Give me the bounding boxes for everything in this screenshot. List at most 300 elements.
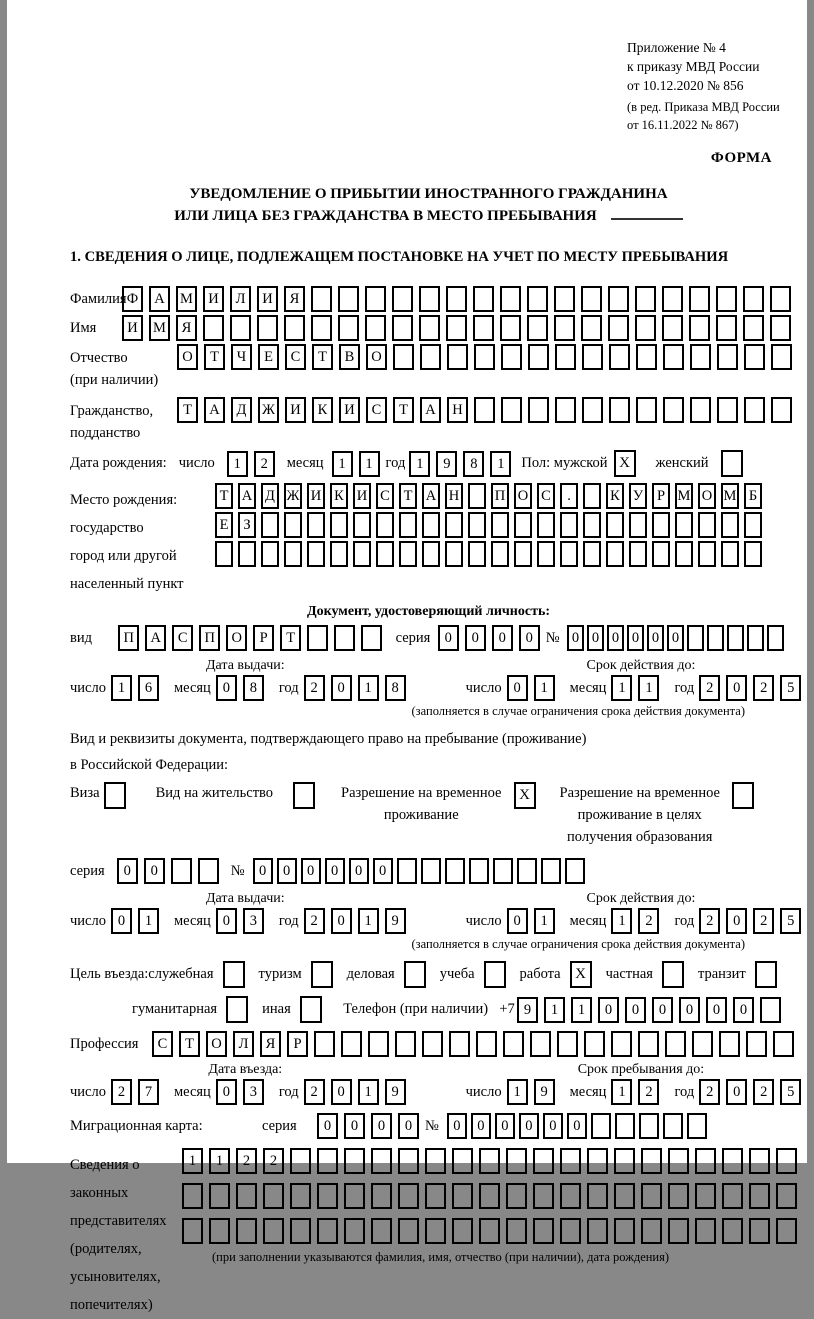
char-cell[interactable]: 0 — [733, 997, 754, 1023]
char-cell[interactable] — [636, 397, 657, 423]
char-cell[interactable]: О — [514, 483, 532, 509]
char-cell[interactable]: 0 — [567, 1113, 587, 1139]
char-cell[interactable]: 8 — [385, 675, 406, 701]
char-cell[interactable]: 0 — [301, 858, 321, 884]
char-cell[interactable] — [330, 512, 348, 538]
char-cell[interactable]: 1 — [358, 1079, 379, 1105]
char-cell[interactable]: П — [199, 625, 220, 651]
purpose-checkbox-business[interactable] — [404, 961, 426, 988]
char-cell[interactable] — [307, 625, 328, 651]
char-cell[interactable] — [311, 286, 332, 312]
char-cell[interactable] — [473, 315, 494, 341]
char-cell[interactable] — [209, 1183, 230, 1209]
char-cell[interactable]: 8 — [463, 451, 484, 477]
char-cell[interactable] — [317, 1218, 338, 1244]
char-cell[interactable]: С — [152, 1031, 173, 1057]
char-cell[interactable] — [722, 1148, 743, 1174]
char-cell[interactable]: 2 — [304, 908, 325, 934]
char-cell[interactable]: 1 — [611, 675, 632, 701]
char-cell[interactable]: Т — [177, 397, 198, 423]
char-cell[interactable]: 0 — [726, 1079, 747, 1105]
char-cell[interactable] — [334, 625, 355, 651]
char-cell[interactable] — [581, 286, 602, 312]
char-cell[interactable] — [743, 315, 764, 341]
char-cell[interactable] — [419, 286, 440, 312]
char-cell[interactable] — [479, 1148, 500, 1174]
char-cell[interactable]: И — [285, 397, 306, 423]
char-cell[interactable]: 9 — [385, 908, 406, 934]
char-cell[interactable] — [419, 315, 440, 341]
char-cell[interactable]: 0 — [216, 1079, 237, 1105]
char-cell[interactable] — [776, 1148, 797, 1174]
char-cell[interactable] — [449, 1031, 470, 1057]
char-cell[interactable]: М — [149, 315, 170, 341]
char-cell[interactable] — [606, 512, 624, 538]
char-cell[interactable] — [689, 315, 710, 341]
char-cell[interactable] — [307, 512, 325, 538]
char-cell[interactable] — [506, 1148, 527, 1174]
char-cell[interactable] — [690, 397, 711, 423]
char-cell[interactable]: 0 — [331, 908, 352, 934]
char-cell[interactable] — [376, 512, 394, 538]
char-cell[interactable] — [687, 625, 704, 651]
char-cell[interactable] — [503, 1031, 524, 1057]
char-cell[interactable]: 0 — [492, 625, 513, 651]
char-cell[interactable]: 0 — [398, 1113, 419, 1139]
char-cell[interactable]: К — [330, 483, 348, 509]
char-cell[interactable] — [314, 1031, 335, 1057]
char-cell[interactable]: Л — [230, 286, 251, 312]
char-cell[interactable] — [687, 1113, 707, 1139]
char-cell[interactable] — [344, 1218, 365, 1244]
char-cell[interactable] — [652, 541, 670, 567]
char-cell[interactable]: 2 — [699, 908, 720, 934]
sex-female-checkbox[interactable] — [721, 450, 743, 477]
char-cell[interactable] — [230, 315, 251, 341]
char-cell[interactable] — [652, 512, 670, 538]
char-cell[interactable]: 0 — [647, 625, 664, 651]
char-cell[interactable]: С — [285, 344, 306, 370]
char-cell[interactable] — [695, 1218, 716, 1244]
char-cell[interactable] — [717, 344, 738, 370]
char-cell[interactable] — [587, 1218, 608, 1244]
char-cell[interactable]: И — [339, 397, 360, 423]
char-cell[interactable]: 2 — [304, 675, 325, 701]
char-cell[interactable] — [473, 286, 494, 312]
char-cell[interactable] — [663, 1113, 683, 1139]
char-cell[interactable] — [749, 1148, 770, 1174]
char-cell[interactable] — [608, 315, 629, 341]
char-cell[interactable]: 0 — [277, 858, 297, 884]
char-cell[interactable] — [445, 541, 463, 567]
char-cell[interactable] — [582, 397, 603, 423]
char-cell[interactable] — [344, 1183, 365, 1209]
char-cell[interactable] — [476, 1031, 497, 1057]
char-cell[interactable] — [662, 286, 683, 312]
char-cell[interactable]: 0 — [627, 625, 644, 651]
char-cell[interactable]: К — [606, 483, 624, 509]
char-cell[interactable] — [770, 286, 791, 312]
char-cell[interactable] — [583, 512, 601, 538]
char-cell[interactable] — [420, 344, 441, 370]
residence-permit-checkbox[interactable] — [293, 782, 315, 809]
rvp-education-checkbox[interactable] — [732, 782, 754, 809]
char-cell[interactable] — [479, 1183, 500, 1209]
char-cell[interactable] — [583, 483, 601, 509]
char-cell[interactable]: 2 — [638, 1079, 659, 1105]
char-cell[interactable] — [695, 1183, 716, 1209]
char-cell[interactable]: 0 — [331, 675, 352, 701]
char-cell[interactable] — [317, 1148, 338, 1174]
char-cell[interactable] — [533, 1218, 554, 1244]
char-cell[interactable]: 0 — [607, 625, 624, 651]
char-cell[interactable] — [393, 344, 414, 370]
char-cell[interactable] — [721, 541, 739, 567]
char-cell[interactable]: Т — [280, 625, 301, 651]
char-cell[interactable] — [717, 397, 738, 423]
char-cell[interactable]: 0 — [331, 1079, 352, 1105]
char-cell[interactable]: 1 — [534, 675, 555, 701]
char-cell[interactable] — [474, 344, 495, 370]
char-cell[interactable]: 2 — [236, 1148, 257, 1174]
char-cell[interactable] — [675, 512, 693, 538]
char-cell[interactable]: 7 — [138, 1079, 159, 1105]
char-cell[interactable]: 1 — [544, 997, 565, 1023]
char-cell[interactable] — [668, 1148, 689, 1174]
char-cell[interactable]: 0 — [625, 997, 646, 1023]
char-cell[interactable] — [514, 541, 532, 567]
char-cell[interactable]: Е — [258, 344, 279, 370]
char-cell[interactable] — [609, 397, 630, 423]
char-cell[interactable]: О — [226, 625, 247, 651]
purpose-checkbox-study[interactable] — [484, 961, 506, 988]
char-cell[interactable] — [639, 1113, 659, 1139]
char-cell[interactable] — [317, 1183, 338, 1209]
char-cell[interactable] — [744, 541, 762, 567]
char-cell[interactable] — [587, 1148, 608, 1174]
char-cell[interactable] — [560, 541, 578, 567]
char-cell[interactable] — [719, 1031, 740, 1057]
char-cell[interactable] — [330, 541, 348, 567]
char-cell[interactable] — [555, 344, 576, 370]
rvp-checkbox[interactable]: X — [514, 782, 536, 809]
char-cell[interactable]: И — [203, 286, 224, 312]
char-cell[interactable] — [716, 315, 737, 341]
char-cell[interactable]: Д — [261, 483, 279, 509]
char-cell[interactable]: 1 — [611, 1079, 632, 1105]
char-cell[interactable]: 1 — [359, 451, 380, 477]
char-cell[interactable]: П — [491, 483, 509, 509]
purpose-checkbox-private[interactable] — [662, 961, 684, 988]
char-cell[interactable]: 0 — [371, 1113, 392, 1139]
char-cell[interactable]: 0 — [344, 1113, 365, 1139]
char-cell[interactable]: 2 — [254, 451, 275, 477]
char-cell[interactable]: 6 — [138, 675, 159, 701]
char-cell[interactable] — [290, 1183, 311, 1209]
char-cell[interactable] — [743, 286, 764, 312]
char-cell[interactable] — [307, 541, 325, 567]
char-cell[interactable] — [284, 512, 302, 538]
char-cell[interactable] — [263, 1183, 284, 1209]
char-cell[interactable] — [760, 997, 781, 1023]
char-cell[interactable] — [474, 397, 495, 423]
char-cell[interactable] — [636, 344, 657, 370]
char-cell[interactable]: 5 — [780, 1079, 801, 1105]
char-cell[interactable]: 2 — [304, 1079, 325, 1105]
char-cell[interactable] — [425, 1218, 446, 1244]
char-cell[interactable] — [722, 1183, 743, 1209]
char-cell[interactable] — [514, 512, 532, 538]
char-cell[interactable]: А — [149, 286, 170, 312]
char-cell[interactable] — [770, 315, 791, 341]
char-cell[interactable] — [611, 1031, 632, 1057]
char-cell[interactable]: Т — [393, 397, 414, 423]
char-cell[interactable]: Т — [179, 1031, 200, 1057]
char-cell[interactable] — [236, 1183, 257, 1209]
char-cell[interactable]: 5 — [780, 675, 801, 701]
char-cell[interactable] — [695, 1148, 716, 1174]
char-cell[interactable]: 0 — [253, 858, 273, 884]
char-cell[interactable] — [257, 315, 278, 341]
char-cell[interactable] — [341, 1031, 362, 1057]
char-cell[interactable]: 1 — [138, 908, 159, 934]
char-cell[interactable]: 0 — [317, 1113, 338, 1139]
char-cell[interactable]: 0 — [117, 858, 138, 884]
char-cell[interactable] — [479, 1218, 500, 1244]
char-cell[interactable] — [338, 315, 359, 341]
char-cell[interactable] — [491, 512, 509, 538]
char-cell[interactable]: 9 — [517, 997, 538, 1023]
char-cell[interactable] — [399, 541, 417, 567]
char-cell[interactable] — [554, 286, 575, 312]
char-cell[interactable]: С — [537, 483, 555, 509]
char-cell[interactable] — [749, 1218, 770, 1244]
char-cell[interactable]: 1 — [534, 908, 555, 934]
char-cell[interactable] — [445, 512, 463, 538]
char-cell[interactable] — [397, 858, 417, 884]
char-cell[interactable] — [663, 397, 684, 423]
char-cell[interactable]: 3 — [243, 1079, 264, 1105]
char-cell[interactable] — [584, 1031, 605, 1057]
char-cell[interactable]: 2 — [111, 1079, 132, 1105]
char-cell[interactable] — [690, 344, 711, 370]
char-cell[interactable] — [446, 286, 467, 312]
char-cell[interactable]: 0 — [726, 908, 747, 934]
char-cell[interactable] — [581, 315, 602, 341]
char-cell[interactable]: Я — [176, 315, 197, 341]
char-cell[interactable] — [395, 1031, 416, 1057]
char-cell[interactable] — [468, 512, 486, 538]
char-cell[interactable] — [501, 344, 522, 370]
char-cell[interactable]: 5 — [780, 908, 801, 934]
char-cell[interactable] — [171, 858, 192, 884]
char-cell[interactable] — [506, 1183, 527, 1209]
char-cell[interactable]: 1 — [571, 997, 592, 1023]
char-cell[interactable]: 0 — [598, 997, 619, 1023]
char-cell[interactable]: 0 — [325, 858, 345, 884]
char-cell[interactable]: 1 — [111, 675, 132, 701]
char-cell[interactable] — [744, 397, 765, 423]
char-cell[interactable]: Р — [253, 625, 274, 651]
char-cell[interactable]: Н — [445, 483, 463, 509]
char-cell[interactable] — [689, 286, 710, 312]
char-cell[interactable] — [541, 858, 561, 884]
char-cell[interactable]: 2 — [263, 1148, 284, 1174]
char-cell[interactable]: С — [366, 397, 387, 423]
char-cell[interactable] — [609, 344, 630, 370]
char-cell[interactable] — [500, 315, 521, 341]
char-cell[interactable] — [560, 1148, 581, 1174]
char-cell[interactable] — [641, 1218, 662, 1244]
char-cell[interactable]: Е — [215, 512, 233, 538]
char-cell[interactable] — [608, 286, 629, 312]
char-cell[interactable] — [452, 1148, 473, 1174]
char-cell[interactable]: Т — [312, 344, 333, 370]
char-cell[interactable] — [215, 541, 233, 567]
char-cell[interactable]: 0 — [216, 675, 237, 701]
char-cell[interactable]: А — [420, 397, 441, 423]
purpose-checkbox-other[interactable] — [300, 996, 322, 1023]
char-cell[interactable] — [261, 512, 279, 538]
char-cell[interactable] — [615, 1113, 635, 1139]
char-cell[interactable] — [236, 1218, 257, 1244]
char-cell[interactable] — [182, 1183, 203, 1209]
char-cell[interactable] — [665, 1031, 686, 1057]
char-cell[interactable]: 0 — [507, 908, 528, 934]
char-cell[interactable]: 9 — [534, 1079, 555, 1105]
char-cell[interactable]: К — [312, 397, 333, 423]
char-cell[interactable] — [767, 625, 784, 651]
char-cell[interactable]: 1 — [490, 451, 511, 477]
char-cell[interactable] — [468, 541, 486, 567]
char-cell[interactable] — [641, 1148, 662, 1174]
char-cell[interactable] — [746, 1031, 767, 1057]
char-cell[interactable]: 0 — [519, 1113, 539, 1139]
purpose-checkbox-official[interactable] — [223, 961, 245, 988]
char-cell[interactable] — [668, 1183, 689, 1209]
char-cell[interactable]: 0 — [349, 858, 369, 884]
char-cell[interactable]: 2 — [753, 908, 774, 934]
char-cell[interactable]: Д — [231, 397, 252, 423]
char-cell[interactable] — [776, 1218, 797, 1244]
char-cell[interactable] — [371, 1148, 392, 1174]
char-cell[interactable] — [614, 1183, 635, 1209]
char-cell[interactable] — [614, 1148, 635, 1174]
char-cell[interactable] — [614, 1218, 635, 1244]
char-cell[interactable] — [527, 286, 548, 312]
char-cell[interactable]: Ф — [122, 286, 143, 312]
char-cell[interactable]: 0 — [495, 1113, 515, 1139]
char-cell[interactable] — [284, 315, 305, 341]
char-cell[interactable]: Б — [744, 483, 762, 509]
char-cell[interactable]: Ч — [231, 344, 252, 370]
char-cell[interactable] — [501, 397, 522, 423]
char-cell[interactable] — [500, 286, 521, 312]
char-cell[interactable] — [399, 512, 417, 538]
char-cell[interactable]: Н — [447, 397, 468, 423]
char-cell[interactable]: О — [206, 1031, 227, 1057]
sex-male-checkbox[interactable]: X — [614, 450, 636, 477]
char-cell[interactable]: 1 — [358, 908, 379, 934]
char-cell[interactable]: 1 — [227, 451, 248, 477]
char-cell[interactable] — [668, 1218, 689, 1244]
char-cell[interactable] — [675, 541, 693, 567]
char-cell[interactable] — [749, 1183, 770, 1209]
char-cell[interactable]: М — [675, 483, 693, 509]
char-cell[interactable]: 0 — [373, 858, 393, 884]
char-cell[interactable] — [663, 344, 684, 370]
char-cell[interactable]: П — [118, 625, 139, 651]
char-cell[interactable] — [344, 1148, 365, 1174]
char-cell[interactable] — [698, 541, 716, 567]
char-cell[interactable] — [284, 541, 302, 567]
char-cell[interactable]: 0 — [471, 1113, 491, 1139]
char-cell[interactable] — [582, 344, 603, 370]
char-cell[interactable]: 9 — [436, 451, 457, 477]
char-cell[interactable] — [533, 1148, 554, 1174]
char-cell[interactable]: И — [257, 286, 278, 312]
char-cell[interactable]: 0 — [587, 625, 604, 651]
char-cell[interactable] — [557, 1031, 578, 1057]
char-cell[interactable] — [261, 541, 279, 567]
char-cell[interactable]: 0 — [519, 625, 540, 651]
char-cell[interactable]: Т — [399, 483, 417, 509]
char-cell[interactable]: У — [629, 483, 647, 509]
char-cell[interactable] — [371, 1183, 392, 1209]
char-cell[interactable] — [209, 1218, 230, 1244]
char-cell[interactable] — [182, 1218, 203, 1244]
char-cell[interactable] — [263, 1218, 284, 1244]
char-cell[interactable] — [392, 286, 413, 312]
char-cell[interactable]: 8 — [243, 675, 264, 701]
char-cell[interactable] — [290, 1218, 311, 1244]
char-cell[interactable] — [721, 512, 739, 538]
char-cell[interactable] — [771, 344, 792, 370]
char-cell[interactable]: В — [339, 344, 360, 370]
char-cell[interactable] — [468, 483, 486, 509]
char-cell[interactable] — [398, 1148, 419, 1174]
char-cell[interactable] — [537, 541, 555, 567]
char-cell[interactable]: 0 — [111, 908, 132, 934]
char-cell[interactable] — [198, 858, 219, 884]
char-cell[interactable]: А — [145, 625, 166, 651]
char-cell[interactable] — [368, 1031, 389, 1057]
char-cell[interactable] — [537, 512, 555, 538]
char-cell[interactable] — [422, 541, 440, 567]
char-cell[interactable] — [353, 512, 371, 538]
char-cell[interactable]: . — [560, 483, 578, 509]
char-cell[interactable]: Я — [260, 1031, 281, 1057]
char-cell[interactable] — [445, 858, 465, 884]
char-cell[interactable]: 0 — [543, 1113, 563, 1139]
char-cell[interactable] — [290, 1148, 311, 1174]
char-cell[interactable]: М — [721, 483, 739, 509]
char-cell[interactable] — [638, 1031, 659, 1057]
char-cell[interactable] — [361, 625, 382, 651]
char-cell[interactable] — [692, 1031, 713, 1057]
char-cell[interactable]: 9 — [385, 1079, 406, 1105]
char-cell[interactable] — [744, 344, 765, 370]
char-cell[interactable] — [371, 1218, 392, 1244]
purpose-checkbox-work[interactable]: X — [570, 961, 592, 988]
char-cell[interactable] — [506, 1218, 527, 1244]
char-cell[interactable]: 0 — [438, 625, 459, 651]
char-cell[interactable]: Т — [204, 344, 225, 370]
char-cell[interactable]: 1 — [507, 1079, 528, 1105]
char-cell[interactable] — [744, 512, 762, 538]
char-cell[interactable] — [447, 344, 468, 370]
char-cell[interactable]: 0 — [667, 625, 684, 651]
